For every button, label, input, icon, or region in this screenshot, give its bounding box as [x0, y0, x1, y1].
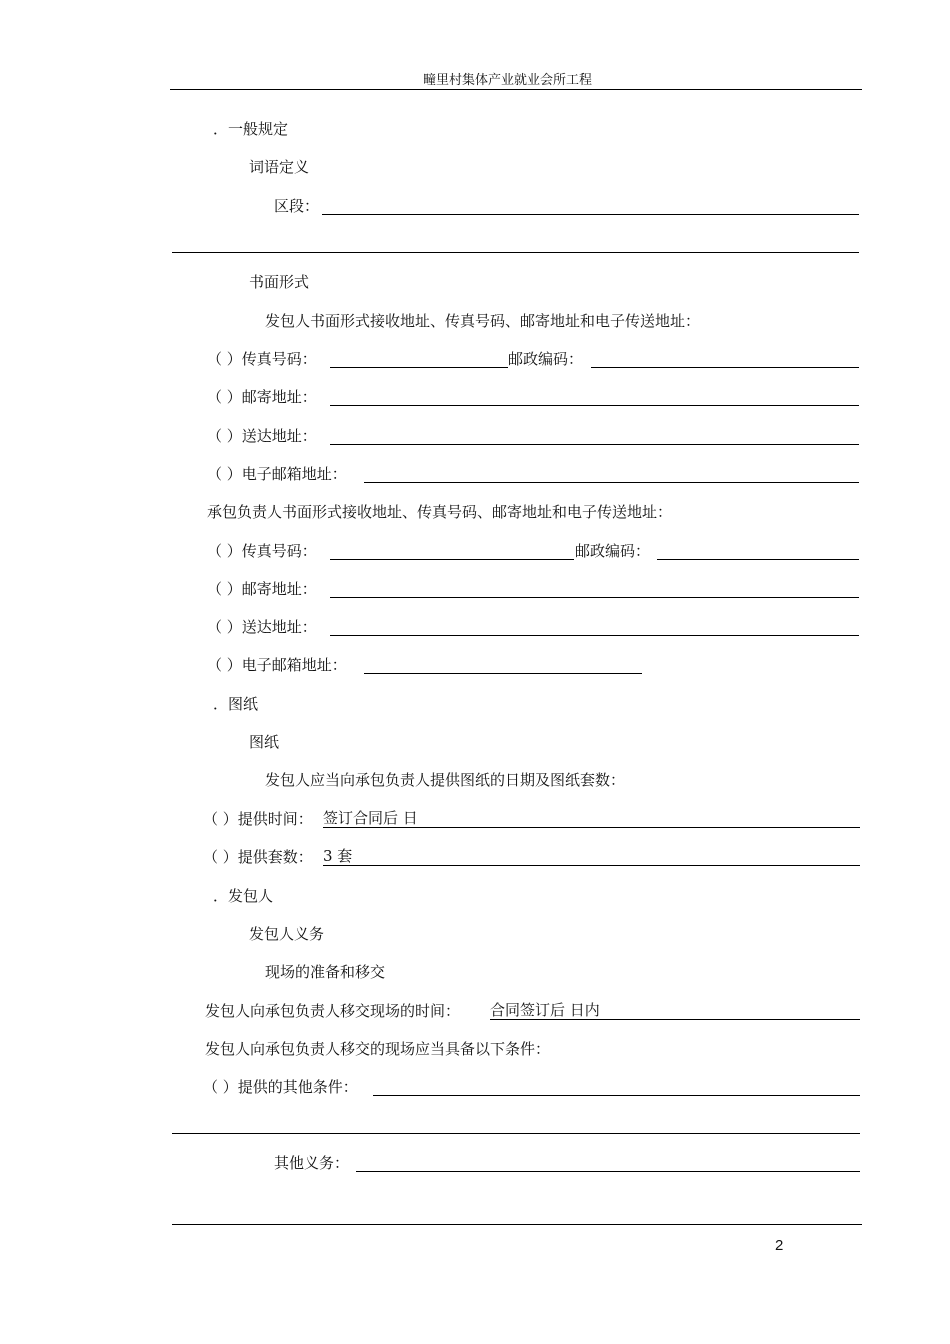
subheading-written-form: 书面形式: [249, 273, 310, 291]
contractor-fax-blank[interactable]: [330, 540, 574, 560]
section-field-blank[interactable]: [322, 195, 859, 215]
contractor-delivery-label: （ ）送达地址：: [207, 618, 317, 636]
handover-time-label: 发包人向承包负责人移交现场的时间：: [205, 1002, 461, 1020]
drawings-sets-label: （ ）提供套数：: [203, 848, 313, 866]
employer-email-blank[interactable]: [364, 463, 859, 483]
subheading-site-handover: 现场的准备和移交: [265, 963, 386, 981]
header-rule: [170, 89, 862, 90]
drawings-intro: 发包人应当向承包负责人提供图纸的日期及图纸套数：: [265, 771, 626, 789]
other-conditions-label: （ ）提供的其他条件：: [203, 1078, 358, 1096]
employer-postcode-blank[interactable]: [591, 348, 859, 368]
continuation-blank-line[interactable]: [172, 252, 859, 253]
employer-mail-label: （ ）邮寄地址：: [207, 388, 317, 406]
contractor-fax-label: （ ）传真号码：: [207, 542, 317, 560]
contractor-delivery-blank[interactable]: [330, 616, 859, 636]
employer-delivery-label: （ ）送达地址：: [207, 427, 317, 445]
contractor-email-blank[interactable]: [364, 654, 642, 674]
employer-delivery-blank[interactable]: [330, 425, 859, 445]
contractor-email-label: （ ）电子邮箱地址：: [207, 656, 347, 674]
employer-mail-blank[interactable]: [330, 386, 859, 406]
contractor-postcode-blank[interactable]: [657, 540, 859, 560]
employer-address-intro: 发包人书面形式接收地址、传真号码、邮寄地址和电子传送地址：: [265, 312, 701, 330]
employer-postcode-label: 邮政编码：: [508, 350, 584, 368]
drawings-sets-field[interactable]: 3 套: [323, 846, 860, 866]
other-duties-blank[interactable]: [356, 1152, 860, 1172]
handover-time-field[interactable]: 合同签订后 日内: [490, 1000, 860, 1020]
section-heading-general: ．一般规定: [213, 120, 289, 138]
page-number: 2: [775, 1237, 784, 1254]
contractor-mail-blank[interactable]: [330, 578, 859, 598]
section-heading-employer: ．发包人: [213, 887, 274, 905]
contractor-postcode-label: 邮政编码：: [575, 542, 651, 560]
drawings-time-field[interactable]: 签订合同后 日: [323, 808, 860, 828]
other-conditions-continuation-line[interactable]: [172, 1133, 860, 1134]
employer-fax-label: （ ）传真号码：: [207, 350, 317, 368]
section-heading-drawings: ．图纸: [213, 695, 259, 713]
employer-email-label: （ ）电子邮箱地址：: [207, 465, 347, 483]
subheading-drawings: 图纸: [249, 733, 280, 751]
subheading-employer-obligations: 发包人义务: [249, 925, 325, 943]
contractor-mail-label: （ ）邮寄地址：: [207, 580, 317, 598]
drawings-time-label: （ ）提供时间：: [203, 810, 313, 828]
section-field-label: 区段：: [274, 197, 320, 215]
handover-conditions-intro: 发包人向承包负责人移交的现场应当具备以下条件：: [205, 1040, 551, 1058]
subheading-definitions: 词语定义: [249, 158, 310, 176]
running-header: 疃里村集体产业就业会所工程: [423, 73, 593, 88]
contractor-address-intro: 承包负责人书面形式接收地址、传真号码、邮寄地址和电子传送地址：: [207, 503, 673, 521]
other-duties-label: 其他义务：: [274, 1154, 350, 1172]
employer-fax-blank[interactable]: [330, 348, 508, 368]
other-conditions-blank[interactable]: [373, 1076, 860, 1096]
footer-rule: [172, 1224, 862, 1225]
